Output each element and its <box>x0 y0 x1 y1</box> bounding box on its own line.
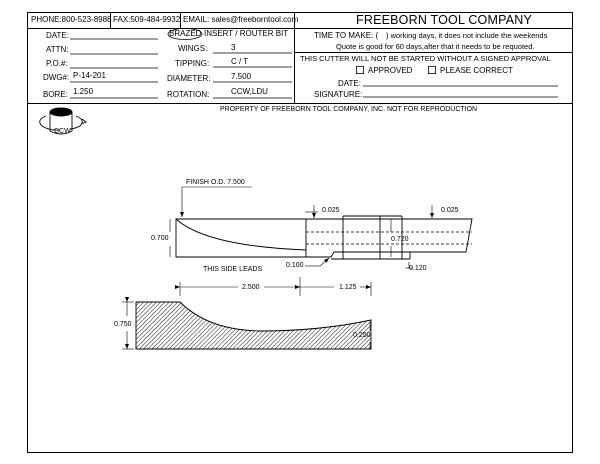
time-to-make-text: ) working days, it does not include the weekends <box>386 31 548 40</box>
po-label: P.O.#: <box>46 59 68 68</box>
quote-validity: Quote is good for 60 days,after that it needs to be requoted. <box>336 42 535 51</box>
attn-label: ATTN: <box>46 45 69 54</box>
dim-0025-right: 0.025 <box>441 207 459 214</box>
tipping-value: C / T <box>231 57 249 66</box>
dim-0720: 0.720 <box>391 236 409 243</box>
hatched-section-profile <box>136 302 371 349</box>
correct-checkbox[interactable] <box>429 67 436 74</box>
approved-label: APPROVED <box>368 66 413 75</box>
dim-0700: 0.700 <box>151 235 169 242</box>
dim-0250: 0.250 <box>353 332 371 339</box>
diameter-label: DIAMETER: <box>167 74 211 83</box>
diameter-value: 7.500 <box>231 72 252 81</box>
bore-label: BORE: <box>43 90 68 99</box>
cutter-profile <box>176 216 472 259</box>
email-address[interactable]: EMAIL: sales@freeborntool.com <box>183 15 299 24</box>
dim-0025-left: 0.025 <box>322 207 340 214</box>
property-notice: PROPERTY OF FREEBORN TOOL COMPANY, INC. NOT FOR REPRODUCTION <box>220 106 478 113</box>
dim-1125: 1.125 <box>339 284 357 291</box>
rotation-icon-label: CCW <box>54 128 71 135</box>
rotation-label: ROTATION: <box>167 90 210 99</box>
finish-od-label: FINISH O.D. 7.500 <box>186 179 245 186</box>
date-label: DATE: <box>46 31 69 40</box>
dim-0100: 0.100 <box>286 262 304 269</box>
signature-label: SIGNATURE: <box>314 90 363 99</box>
tipping-label: TIPPING: <box>175 59 210 68</box>
dwg-label: DWG#: <box>43 73 70 82</box>
dim-0750: 0.750 <box>114 321 132 328</box>
dwg-value: P-14-201 <box>73 71 106 80</box>
rotation-value: CCW,LDU <box>231 87 268 96</box>
wings-label: WINGS: <box>178 44 208 53</box>
fax-number: FAX:509-484-9932 <box>113 15 181 24</box>
wings-value: 3 <box>231 43 236 52</box>
type-options: INSERT / ROUTER BIT <box>204 29 289 38</box>
company-name: FREEBORN TOOL COMPANY <box>356 13 532 27</box>
approval-notice: THIS CUTTER WILL NOT BE STARTED WITHOUT A SIGNED APPROVAL <box>300 54 551 63</box>
correct-label: PLEASE CORRECT <box>440 66 513 75</box>
hidden-lines <box>306 232 472 244</box>
phone-number: PHONE:800-523-8988 <box>31 15 112 24</box>
approved-checkbox[interactable] <box>357 67 364 74</box>
sheet-border <box>28 13 573 453</box>
time-to-make-label: TIME TO MAKE: ( <box>314 31 379 40</box>
bore-value: 1.250 <box>73 87 94 96</box>
dim-0120: 0.120 <box>409 265 427 272</box>
approval-date-label: DATE: <box>338 79 361 88</box>
type-brazed: BRAZED <box>169 29 202 38</box>
this-side-leads: THIS SIDE LEADS <box>203 266 263 273</box>
dim-2500: 2.500 <box>242 284 260 291</box>
